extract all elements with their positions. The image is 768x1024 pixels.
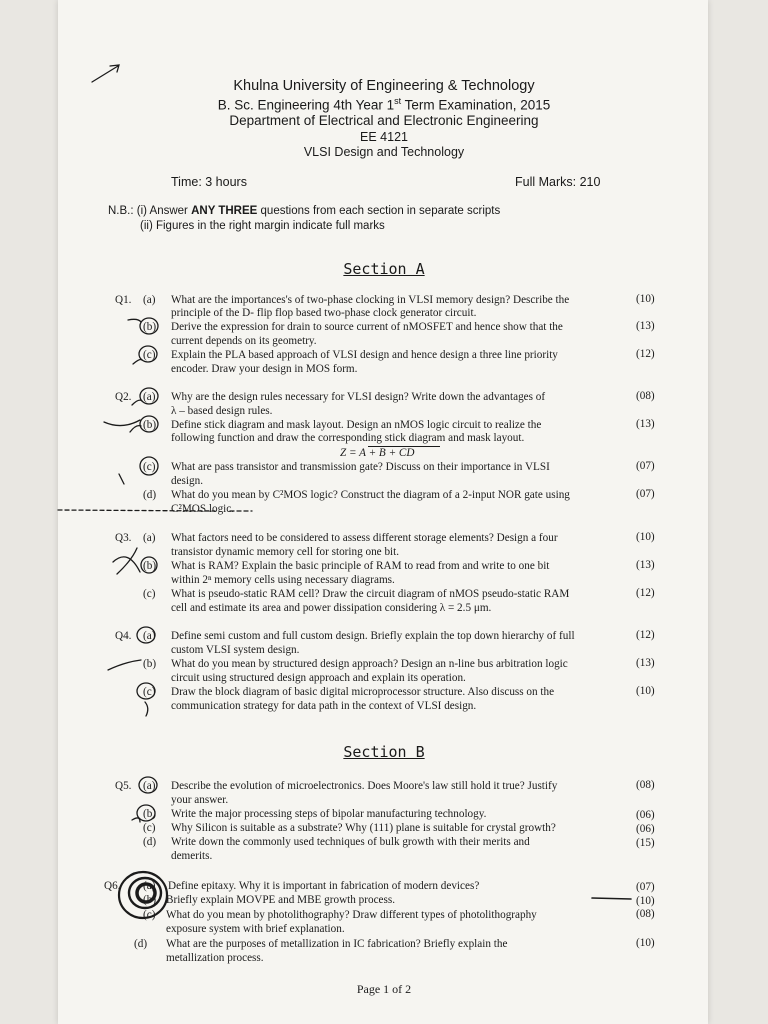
q5d-label: (d) — [143, 836, 157, 848]
q2c-label: (c) — [143, 461, 156, 473]
q6c-marks: (08) — [636, 908, 655, 920]
q5b-marks: (06) — [636, 809, 655, 821]
q3b-line-1: What is RAM? Explain the basic principle of RAM to read from and write to one bit — [171, 560, 550, 572]
q4a-marks: (12) — [636, 629, 655, 641]
q1b-line-1: Derive the expression for drain to source current of nMOSFET and hence show that the — [171, 321, 563, 333]
q4c-line-1: Draw the block diagram of basic digital microprocessor structure. Also discuss on the — [171, 686, 555, 698]
q6c-line-1: What do you mean by photolithography? Draw different types of photolithography — [166, 909, 537, 921]
q1b-marks: (13) — [636, 320, 655, 332]
nb-line-2: (ii) Figures in the right margin indicate full marks — [140, 220, 385, 232]
q1a-line-2: principle of the D- flip flop based two-phase clock generator circuit. — [171, 307, 477, 319]
q1c-label: (c) — [143, 349, 156, 361]
q6b-line-1: Briefly explain MOVPE and MBE growth process. — [166, 894, 395, 906]
nb-line-1: N.B.: (i) Answer ANY THREE questions from each section in separate scripts — [108, 205, 501, 217]
q5d-line-1: Write down the commonly used techniques of bulk growth with their merits and — [171, 836, 530, 848]
q4a-label: (a) — [143, 630, 156, 642]
q1c-marks: (12) — [636, 348, 655, 360]
q6-number: Q6. — [104, 880, 121, 892]
q3b-marks: (13) — [636, 559, 655, 571]
q5a-label: (a) — [143, 780, 156, 792]
q1c-line-1: Explain the PLA based approach of VLSI design and hence design a three line priority — [171, 349, 558, 361]
q2a-label: (a) — [143, 391, 156, 403]
q5d-line-2: demerits. — [171, 850, 213, 862]
q5a-line-1: Describe the evolution of microelectronics. Does Moore's law still hold it true? Justify — [171, 780, 558, 792]
course-title: VLSI Design and Technology — [303, 145, 465, 159]
q2c-line-2: design. — [171, 475, 204, 487]
q4b-line-2: circuit using structured design approach and explain its operation. — [171, 672, 466, 684]
q5b-label: (b) — [143, 808, 157, 820]
q6a-line-1: Define epitaxy. Why it is important in fabrication of modern devices? — [168, 880, 480, 892]
q2d-line-2: C²MOS logic. — [171, 503, 235, 515]
q4b-marks: (13) — [636, 657, 655, 669]
q1b-line-2: current depends on its geometry. — [171, 335, 317, 347]
q6d-label: (d) — [134, 938, 148, 950]
q3a-line-2: transistor dynamic memory cell for storing one bit. — [171, 546, 400, 558]
q5a-line-2: your answer. — [171, 794, 229, 806]
q1a-line-1: What are the importances's of two-phase clocking in VLSI memory design? Describe the — [171, 294, 570, 306]
q4a-line-1: Define semi custom and full custom design. Briefly explain the top down hierarchy of full — [171, 630, 575, 642]
q3c-line-1: What is pseudo-static RAM cell? Draw the circuit diagram of nMOS pseudo-static RAM — [171, 588, 570, 600]
q6b-marks: (10) — [636, 895, 655, 907]
q6c-line-2: exposure system with brief explanation. — [166, 923, 345, 935]
course-code: EE 4121 — [360, 130, 408, 144]
q2b-equation: Z = A + B + CD — [340, 447, 415, 459]
q2c-marks: (07) — [636, 460, 655, 472]
q4c-marks: (10) — [636, 685, 655, 697]
q6a-label: (a) — [143, 880, 156, 892]
q3c-marks: (12) — [636, 587, 655, 599]
section-a-title: Section A — [343, 260, 425, 278]
q2-number: Q2. — [115, 391, 132, 403]
q3-number: Q3. — [115, 532, 132, 544]
q5c-marks: (06) — [636, 823, 655, 835]
q4b-label: (b) — [143, 658, 157, 670]
q4b-line-1: What do you mean by structured design approach? Design an n-line bus arbitration logic — [171, 658, 568, 670]
q6d-marks: (10) — [636, 937, 655, 949]
q5c-line-1: Why Silicon is suitable as a substrate? Why (111) plane is suitable for crystal growth? — [171, 822, 556, 834]
q2b-label: (b) — [143, 419, 157, 431]
q2a-marks: (08) — [636, 390, 655, 402]
q2a-line-1: Why are the design rules necessary for VLSI design? Write down the advantages of — [171, 391, 546, 403]
q2d-marks: (07) — [636, 488, 655, 500]
q4c-label: (c) — [143, 686, 156, 698]
q2c-line-1: What are pass transistor and transmission gate? Discuss on their importance in VLSI — [171, 461, 550, 473]
university-name: Khulna University of Engineering & Technology — [233, 78, 535, 94]
q6d-line-2: metallization process. — [166, 952, 264, 964]
q5d-marks: (15) — [636, 837, 655, 849]
exam-time: Time: 3 hours — [171, 175, 247, 189]
q3a-label: (a) — [143, 532, 156, 544]
q1c-line-2: encoder. Draw your design in MOS form. — [171, 363, 358, 375]
q1a-marks: (10) — [636, 293, 655, 305]
exam-title: B. Sc. Engineering 4th Year 1st Term Examination, 2015 — [217, 96, 551, 113]
q5c-label: (c) — [143, 822, 156, 834]
department-name: Department of Electrical and Electronic Engineering — [229, 113, 539, 128]
q5b-line-1: Write the major processing steps of bipolar manufacturing technology. — [171, 808, 487, 820]
q3b-line-2: within 2ⁿ memory cells using necessary diagrams. — [171, 574, 395, 586]
q4-number: Q4. — [115, 630, 132, 642]
q3c-label: (c) — [143, 588, 156, 600]
q3a-line-1: What factors need to be considered to assess different storage elements? Design a four — [171, 532, 558, 544]
q2b-line-1: Define stick diagram and mask layout. Design an nMOS logic circuit to realize the — [171, 419, 542, 431]
q6c-label: (c) — [143, 909, 156, 921]
q3a-marks: (10) — [636, 531, 655, 543]
q2d-label: (d) — [143, 489, 157, 501]
q1b-label: (b) — [143, 321, 157, 333]
section-b-title: Section B — [343, 743, 425, 761]
q3c-line-2: cell and estimate its area and power dissipation considering λ = 2.5 μm. — [171, 602, 492, 614]
q2b-marks: (13) — [636, 418, 655, 430]
q4a-line-2: custom VLSI system design. — [171, 644, 300, 656]
q4c-line-2: communication strategy for data path in the context of VLSI design. — [171, 700, 477, 712]
q6a-marks: (07) — [636, 881, 655, 893]
full-marks: Full Marks: 210 — [515, 175, 601, 189]
q2a-line-2: λ – based design rules. — [171, 405, 273, 417]
q1-number: Q1. — [115, 294, 132, 306]
page-number: Page 1 of 2 — [356, 982, 412, 996]
q1a-label: (a) — [143, 294, 156, 306]
q5-number: Q5. — [115, 780, 132, 792]
q2b-line-2: following function and draw the corresponding stick diagram and mask layout. — [171, 432, 525, 444]
q3b-label: (b) — [143, 560, 157, 572]
q5a-marks: (08) — [636, 779, 655, 791]
q6b-label: (b) — [143, 894, 157, 906]
q6d-line-1: What are the purposes of metallization in IC fabrication? Briefly explain the — [166, 938, 508, 950]
q2d-line-1: What do you mean by C²MOS logic? Construct the diagram of a 2-input NOR gate using — [171, 489, 570, 501]
